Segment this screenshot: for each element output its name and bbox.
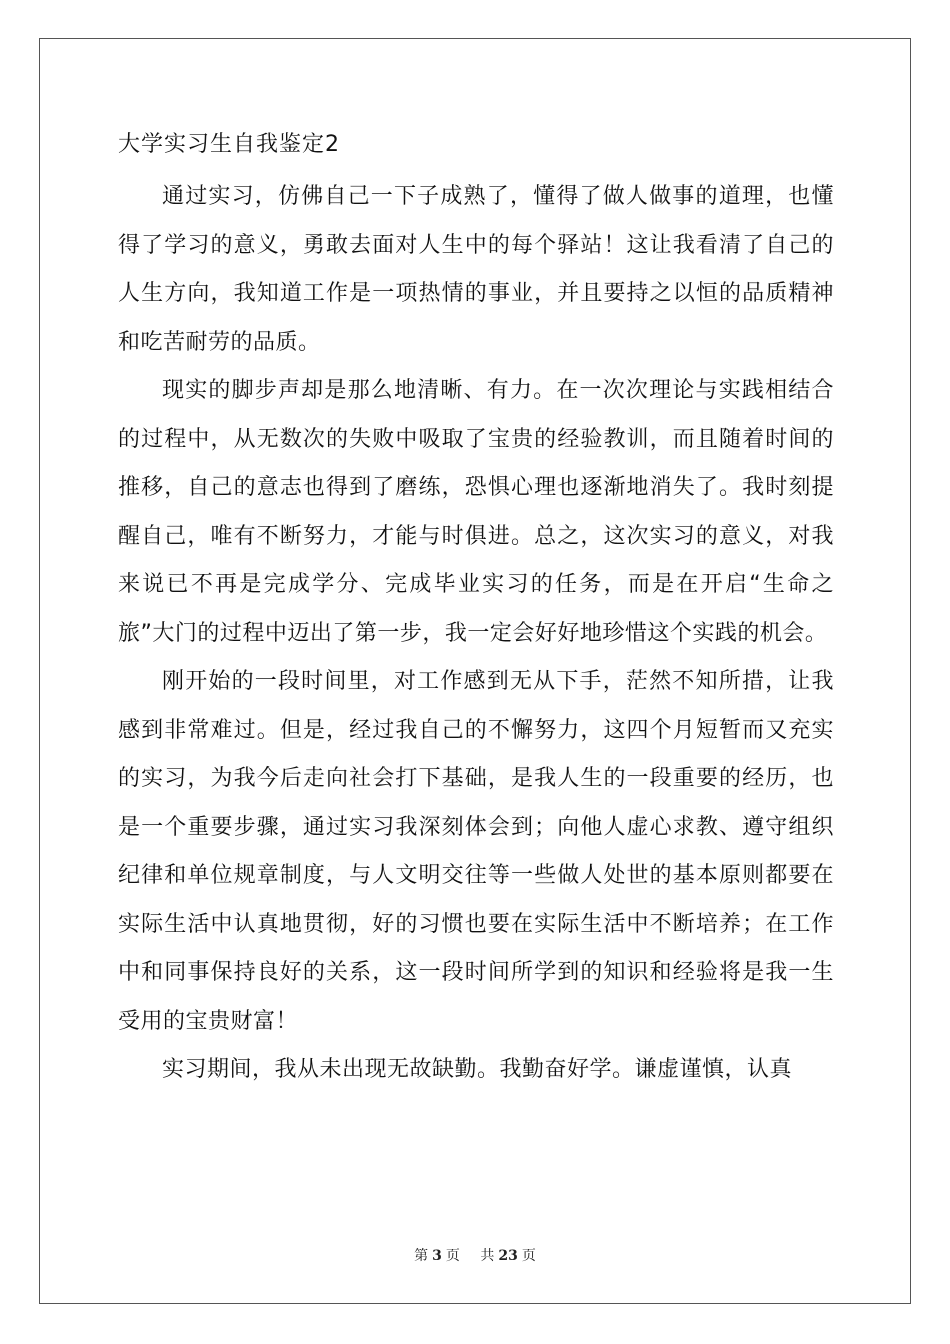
total-suffix: 页 — [521, 1248, 536, 1264]
page-number — [410, 1248, 464, 1264]
paragraph-3: 刚开始的一段时间里，对工作感到无从下手，茫然不知所措，让我感到非常难过。但是，经过我自己的不懈努力，这四个月短暂而又充实的实习，为我今后走向社会打下基础，是我人生的一段重要的经历，也是一个重要步骤，通过实习我深刻体会到；向他人虚心求教、遵守组织纪律和单位规章制度，与人文明交往等一些做人处世的基本原则都要在实际生活中认真地贯彻，好的习惯也要在实际生活中不断培养；在工作中和同事保持良好的关系，这一段时间所学到的知识和经验将是我一生受用的宝贵财富！ — [118, 669, 834, 1034]
paragraph-1: 通过实习，仿佛自己一下子成熟了，懂得了做人做事的道理，也懂得了学习的意义，勇敢去面对人生中的每个驿站！这让我看清了自己的人生方向，我知道工作是一项热情的事业，并且要持之以恒的品质精神和吃苦耐劳的品质。 — [118, 184, 834, 355]
page-suffix: 页 — [445, 1248, 460, 1264]
current-page: 3 — [432, 1248, 442, 1264]
page-prefix: 第 — [414, 1248, 429, 1264]
total-pages: 23 — [498, 1248, 518, 1264]
total-prefix: 共 — [480, 1248, 495, 1264]
page-footer — [0, 1245, 950, 1265]
document-body — [118, 125, 834, 1095]
paragraph-4: 实习期间，我从未出现无故缺勤。我勤奋好学。谦虚谨慎，认真 — [162, 1057, 793, 1082]
page-total — [476, 1248, 539, 1264]
paragraph-2: 现实的脚步声却是那么地清晰、有力。在一次次理论与实践相结合的过程中，从无数次的失败中吸取了宝贵的经验教训，而且随着时间的推移，自己的意志也得到了磨练，恐惧心理也逐渐地消失了。我时刻提醒自己，唯有不断努力，才能与时俱进。总之，这次实习的意义，对我来说已不再是完成学分、完成毕业实习的任务，而是在开启“生命之旅”大门的过程中迈出了第一步，我一定会好好地珍惜这个实践的机会。 — [118, 378, 834, 646]
document-title: 大学实习生自我鉴定2 — [118, 132, 340, 157]
